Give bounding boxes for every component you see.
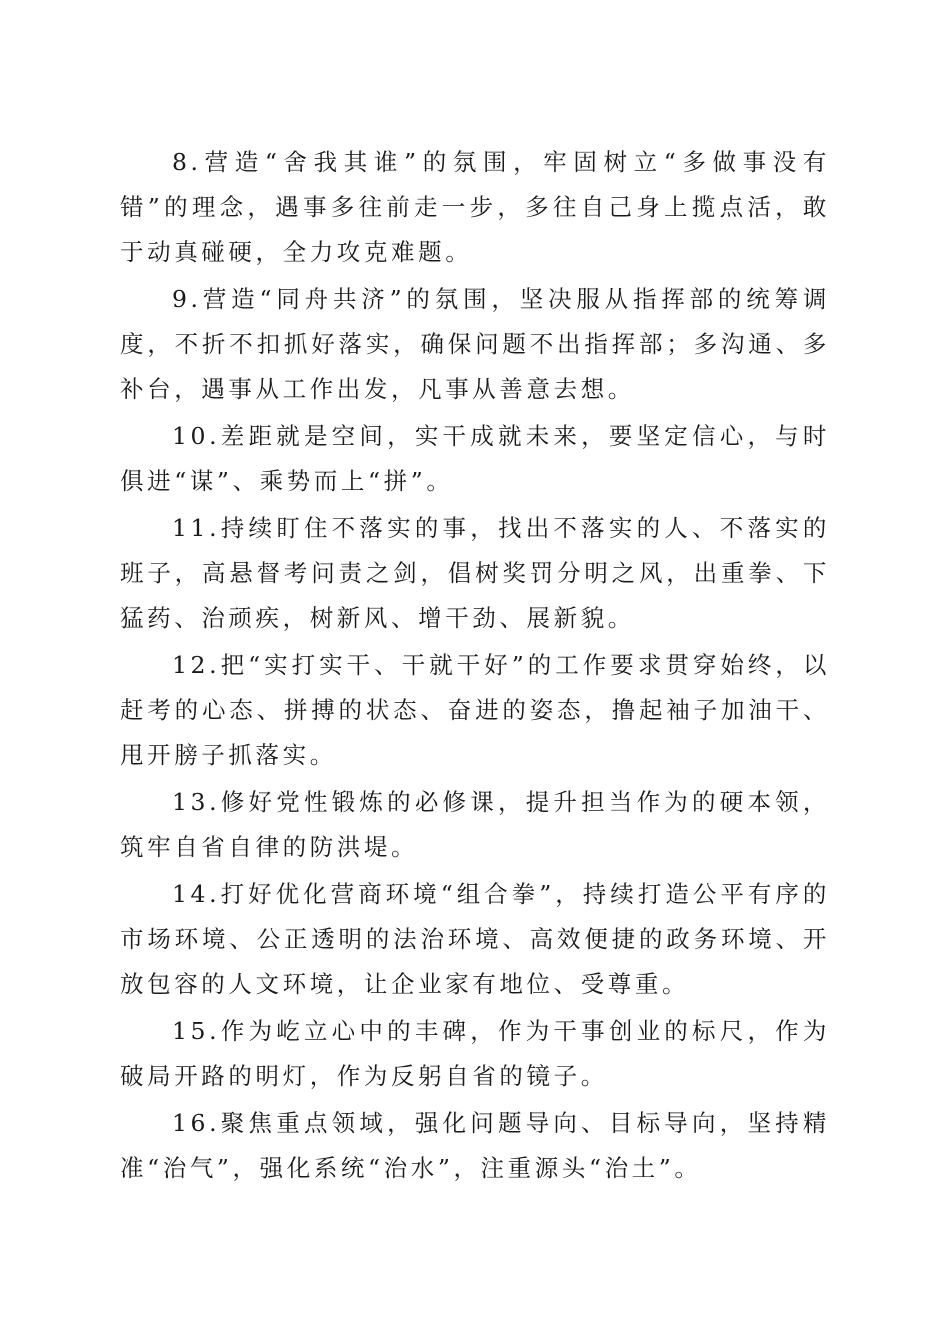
document-body (120, 140, 830, 1193)
paragraph-item-16: 16.聚焦重点领域，强化问题导向、目标导向，坚持精准“治气”，强化系统“治水”，注重源头“治土”。 (120, 1109, 830, 1182)
paragraph-item-12: 12.把“实打实干、干就干好”的工作要求贯穿始终，以赶考的心态、拼搏的状态、奋进的姿态，撸起袖子加油干、甩开膀子抓落实。 (120, 651, 830, 769)
paragraph-item-9: 9.营造“同舟共济”的氛围，坚决服从指挥部的统筹调度，不折不扣抓好落实，确保问题不出指挥部；多沟通、多补台，遇事从工作出发，凡事从善意去想。 (120, 285, 830, 403)
paragraph-item-10: 10.差距就是空间，实干成就未来，要坚定信心，与时俱进“谋”、乘势而上“拼”。 (120, 422, 830, 495)
paragraph-item-11: 11.持续盯住不落实的事，找出不落实的人、不落实的班子，高悬督考问责之剑，倡树奖罚分明之风，出重拳、下猛药、治顽疾，树新风、增干劲、展新貌。 (120, 514, 830, 632)
paragraph-item-15: 15.作为屹立心中的丰碑，作为干事创业的标尺，作为破局开路的明灯，作为反躬自省的镜子。 (120, 1017, 830, 1090)
paragraph-item-8: 8.营造“舍我其谁”的氛围，牢固树立“多做事没有错”的理念，遇事多往前走一步，多往自己身上揽点活，敢于动真碰硬，全力攻克难题。 (120, 148, 830, 266)
paragraph-item-14: 14.打好优化营商环境“组合拳”，持续打造公平有序的市场环境、公正透明的法治环境、高效便捷的政务环境、开放包容的人文环境，让企业家有地位、受尊重。 (120, 880, 830, 998)
paragraph-item-13: 13.修好党性锻炼的必修课，提升担当作为的硬本领，筑牢自省自律的防洪堤。 (120, 788, 830, 861)
